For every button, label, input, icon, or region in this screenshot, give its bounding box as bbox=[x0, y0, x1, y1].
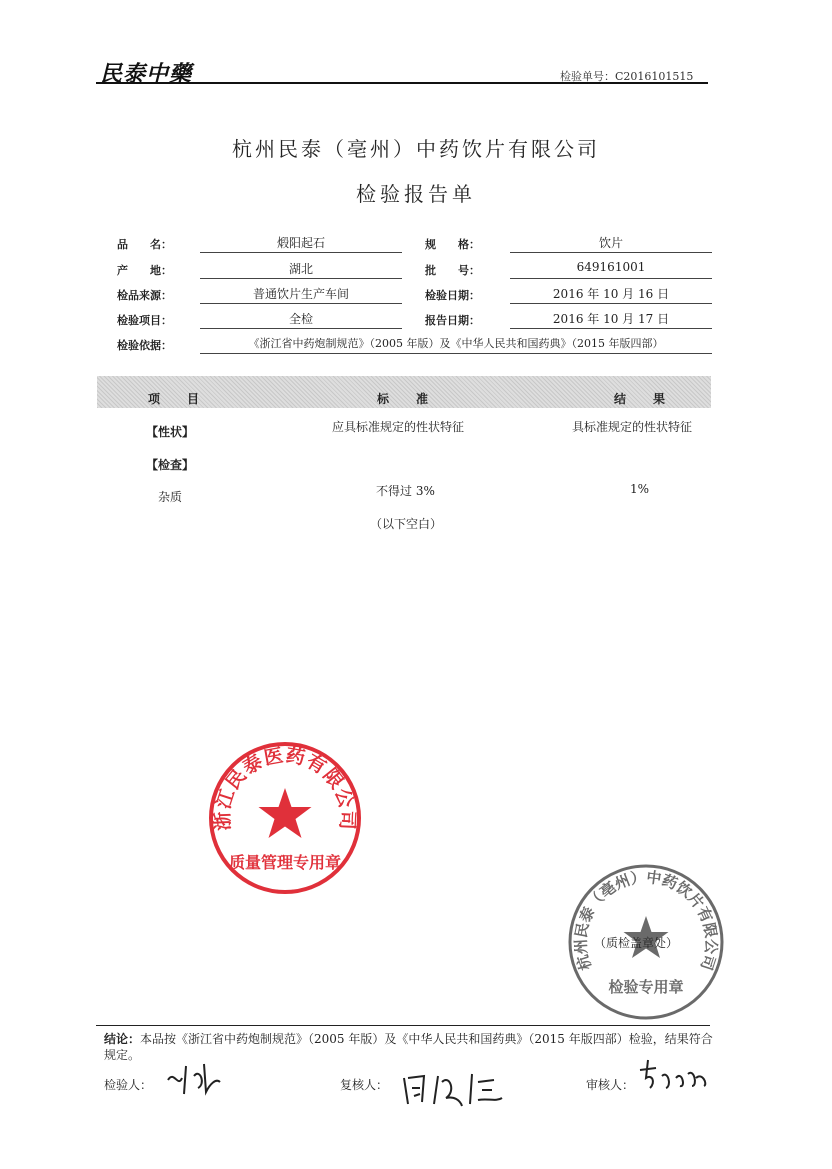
batch-value: 649161001 bbox=[576, 260, 646, 274]
source-underline bbox=[200, 303, 402, 304]
report-date-value: 2016 年 10 月 17 日 bbox=[552, 312, 670, 326]
impurity-label: 杂质 bbox=[158, 490, 183, 504]
approver-label: 审核人： bbox=[586, 1078, 635, 1092]
seal-placement-note: （质检盖章处） bbox=[594, 936, 679, 950]
items-label: 检验项目： bbox=[117, 314, 172, 327]
impurity-standard: 不得过 3% bbox=[376, 484, 435, 498]
report-date-underline bbox=[510, 328, 712, 329]
batch-label: 批 号： bbox=[425, 264, 480, 277]
approver-signature bbox=[636, 1056, 712, 1096]
spec-label: 规 格： bbox=[425, 238, 480, 251]
conclusion-text: 本品按《浙江省中药炮制规范》（2005 年版）及《中华人民共和国药典》（2015 年版四部）检验，结果符合规定。 bbox=[104, 1032, 713, 1062]
source-label: 检品来源： bbox=[117, 289, 172, 302]
conclusion-label: 结论： bbox=[104, 1032, 141, 1046]
column-header-standard: 标 准 bbox=[377, 392, 430, 406]
conclusion-divider bbox=[96, 1025, 710, 1026]
blank-note: （以下空白） bbox=[370, 517, 443, 531]
reviewer-signature bbox=[398, 1068, 508, 1112]
company-logo: 民泰中藥 bbox=[100, 62, 193, 87]
document-title: 检验报告单 bbox=[356, 182, 476, 206]
reviewer-label: 复核人： bbox=[340, 1078, 389, 1092]
inspector-label: 检验人： bbox=[104, 1078, 153, 1092]
star-icon bbox=[259, 788, 312, 838]
source-value: 普通饮片生产车间 bbox=[252, 287, 349, 301]
basis-label: 检验依据： bbox=[117, 339, 172, 352]
spec-underline bbox=[510, 252, 712, 253]
origin-underline bbox=[200, 278, 402, 279]
origin-value: 湖北 bbox=[288, 262, 313, 276]
name-label: 品 名： bbox=[117, 238, 172, 251]
spec-value: 饮片 bbox=[598, 236, 623, 250]
column-header-item: 项 目 bbox=[148, 392, 201, 406]
section-traits: 【性状】 bbox=[146, 425, 195, 439]
basis-value: 《浙江省中药炮制规范》（2005 年版）及《中华人民共和国药典》（2015 年版四部） bbox=[248, 337, 664, 350]
report-number: 检验单号：C2016101515 bbox=[560, 70, 694, 83]
inspection-seal-outer-text: 杭州民泰（亳州）中药饮片有限公司 bbox=[571, 868, 721, 973]
items-value: 全检 bbox=[288, 312, 313, 326]
column-header-result: 结 果 bbox=[614, 392, 667, 406]
quality-seal-outer-text: 浙江民泰医药有限公司 bbox=[211, 744, 359, 832]
inspect-date-underline bbox=[510, 303, 712, 304]
name-underline bbox=[200, 252, 402, 253]
traits-result: 具标准规定的性状特征 bbox=[572, 420, 693, 434]
traits-standard: 应具标准规定的性状特征 bbox=[332, 420, 465, 434]
items-underline bbox=[200, 328, 402, 329]
quality-seal bbox=[205, 738, 365, 898]
basis-underline bbox=[200, 353, 712, 354]
name-value: 煅阳起石 bbox=[276, 236, 325, 250]
report-date-label: 报告日期： bbox=[425, 314, 480, 327]
section-check: 【检查】 bbox=[146, 458, 195, 472]
batch-underline bbox=[510, 278, 712, 279]
quality-seal-inner-text: 质量管理专用章 bbox=[228, 853, 342, 872]
company-name: 杭州民泰（亳州）中药饮片有限公司 bbox=[232, 137, 600, 161]
header-divider bbox=[96, 82, 708, 84]
inspection-seal-inner-text: 检验专用章 bbox=[608, 978, 684, 996]
inspect-date-value: 2016 年 10 月 16 日 bbox=[552, 287, 670, 301]
inspector-signature bbox=[160, 1058, 230, 1098]
impurity-result: 1% bbox=[630, 482, 650, 496]
inspect-date-label: 检验日期： bbox=[425, 289, 480, 302]
origin-label: 产 地： bbox=[117, 264, 172, 277]
